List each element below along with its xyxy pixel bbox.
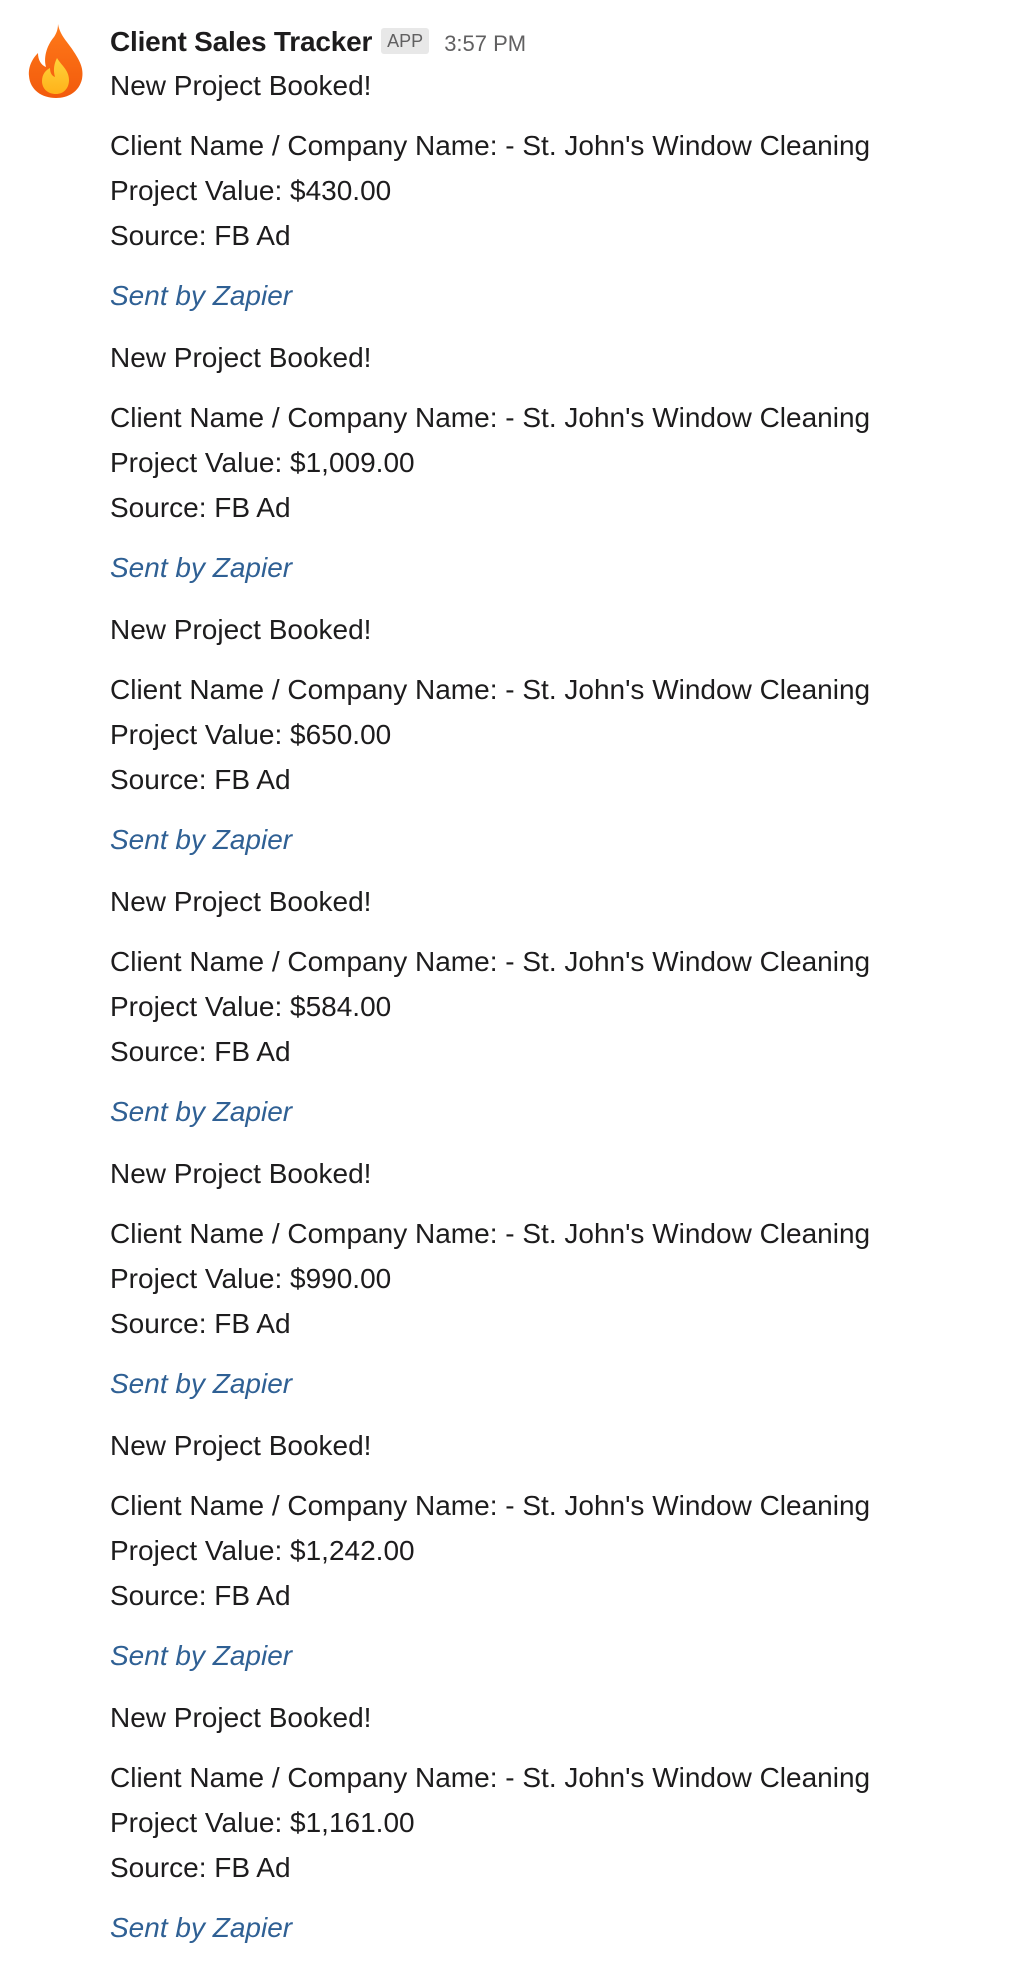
- entry-value: Project Value: $430.00: [110, 175, 392, 206]
- entry-value: Project Value: $1,242.00: [110, 1535, 415, 1566]
- entry-client: Client Name / Company Name: - St. John's Window Cleaning: [110, 1218, 871, 1249]
- message-timestamp[interactable]: 3:57 PM: [444, 31, 527, 56]
- sender-name[interactable]: Client Sales Tracker: [110, 26, 373, 57]
- entry-title: New Project Booked!: [110, 70, 372, 101]
- sent-by-zapier-link[interactable]: Sent by Zapier: [110, 1368, 293, 1399]
- sent-by-zapier-link[interactable]: Sent by Zapier: [110, 1640, 293, 1671]
- entry-source: Source: FB Ad: [110, 1036, 291, 1067]
- message-entry: [110, 1426, 1010, 1698]
- sent-by-zapier-link[interactable]: Sent by Zapier: [110, 280, 293, 311]
- entry-value: Project Value: $650.00: [110, 719, 392, 750]
- entry-client: Client Name / Company Name: - St. John's Window Cleaning: [110, 130, 871, 161]
- entry-title: New Project Booked!: [110, 614, 372, 645]
- entry-title: New Project Booked!: [110, 1158, 372, 1189]
- entry-value: Project Value: $990.00: [110, 1263, 392, 1294]
- message-entry: [110, 66, 1010, 338]
- message-entries: [110, 66, 1010, 1970]
- message-entry: [110, 610, 1010, 882]
- entry-client: Client Name / Company Name: - St. John's Window Cleaning: [110, 946, 871, 977]
- message-entry: [110, 882, 1010, 1154]
- sent-by-zapier-link[interactable]: Sent by Zapier: [110, 824, 293, 855]
- entry-source: Source: FB Ad: [110, 492, 291, 523]
- entry-source: Source: FB Ad: [110, 1308, 291, 1339]
- entry-client: Client Name / Company Name: - St. John's Window Cleaning: [110, 1490, 871, 1521]
- entry-source: Source: FB Ad: [110, 1580, 291, 1611]
- entry-title: New Project Booked!: [110, 1430, 372, 1461]
- fire-icon[interactable]: [24, 22, 88, 100]
- message-entry: [110, 338, 1010, 610]
- entry-client: Client Name / Company Name: - St. John's Window Cleaning: [110, 1762, 871, 1793]
- entry-client: Client Name / Company Name: - St. John's Window Cleaning: [110, 402, 871, 433]
- sent-by-zapier-link[interactable]: Sent by Zapier: [110, 552, 293, 583]
- entry-value: Project Value: $1,009.00: [110, 447, 415, 478]
- message-entry: [110, 1698, 1010, 1970]
- entry-title: New Project Booked!: [110, 1702, 372, 1733]
- entry-client: Client Name / Company Name: - St. John's Window Cleaning: [110, 674, 871, 705]
- sent-by-zapier-link[interactable]: Sent by Zapier: [110, 1912, 293, 1943]
- entry-value: Project Value: $1,161.00: [110, 1807, 415, 1838]
- entry-title: New Project Booked!: [110, 886, 372, 917]
- entry-value: Project Value: $584.00: [110, 991, 392, 1022]
- message-entry: [110, 1154, 1010, 1426]
- message-header: [110, 22, 526, 62]
- app-badge: APP: [381, 28, 429, 54]
- entry-source: Source: FB Ad: [110, 220, 291, 251]
- entry-title: New Project Booked!: [110, 342, 372, 373]
- entry-source: Source: FB Ad: [110, 1852, 291, 1883]
- sent-by-zapier-link[interactable]: Sent by Zapier: [110, 1096, 293, 1127]
- entry-source: Source: FB Ad: [110, 764, 291, 795]
